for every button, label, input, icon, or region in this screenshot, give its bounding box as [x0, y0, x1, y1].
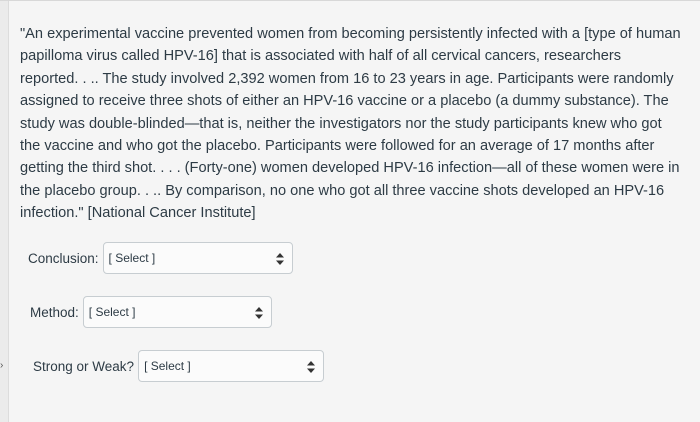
up-down-arrows-icon: [255, 307, 263, 319]
conclusion-select[interactable]: [103, 242, 293, 274]
method-label: Method:: [30, 304, 79, 320]
strength-row: [33, 350, 324, 382]
edge-marker-icon: ›: [0, 360, 4, 371]
conclusion-row: [28, 242, 293, 274]
question-passage: "An experimental vaccine prevented women from becoming persistently infected with a [type of human papilloma virus called HPV-16] that is associated with half of all cervical cancers, researchers reported. . .. The study involved 2,392 women from 16 to 23 years in age. Participants were randomly assigned to receive three shots of either an HPV-16 vaccine or a placebo (a dummy substance). The study was double-blinded—that is, neither the investigators nor the study participants knew who got the vaccine and who got the placebo. Participants were followed for an average of 17 months after getting the third shot. . . . (Forty-one) women developed HPV-16 infection—all of these women were in the placebo group. . .. By comparison, no one who got all three vaccine shots developed an HPV-16 infection." [National Cancer Institute]: [20, 26, 681, 222]
strength-select-value: [ Select ]: [144, 359, 191, 373]
conclusion-select-value: [ Select ]: [108, 251, 156, 265]
method-select-value: [ Select ]: [88, 305, 136, 319]
method-select[interactable]: [83, 296, 272, 328]
up-down-arrows-icon: [276, 253, 284, 265]
conclusion-label: Conclusion:: [28, 250, 99, 266]
strength-label: Strong or Weak?: [33, 358, 135, 374]
method-row: [30, 296, 272, 328]
up-down-arrows-icon: [307, 361, 315, 373]
left-edge-strip: [0, 1, 9, 422]
strength-select[interactable]: [138, 350, 324, 382]
